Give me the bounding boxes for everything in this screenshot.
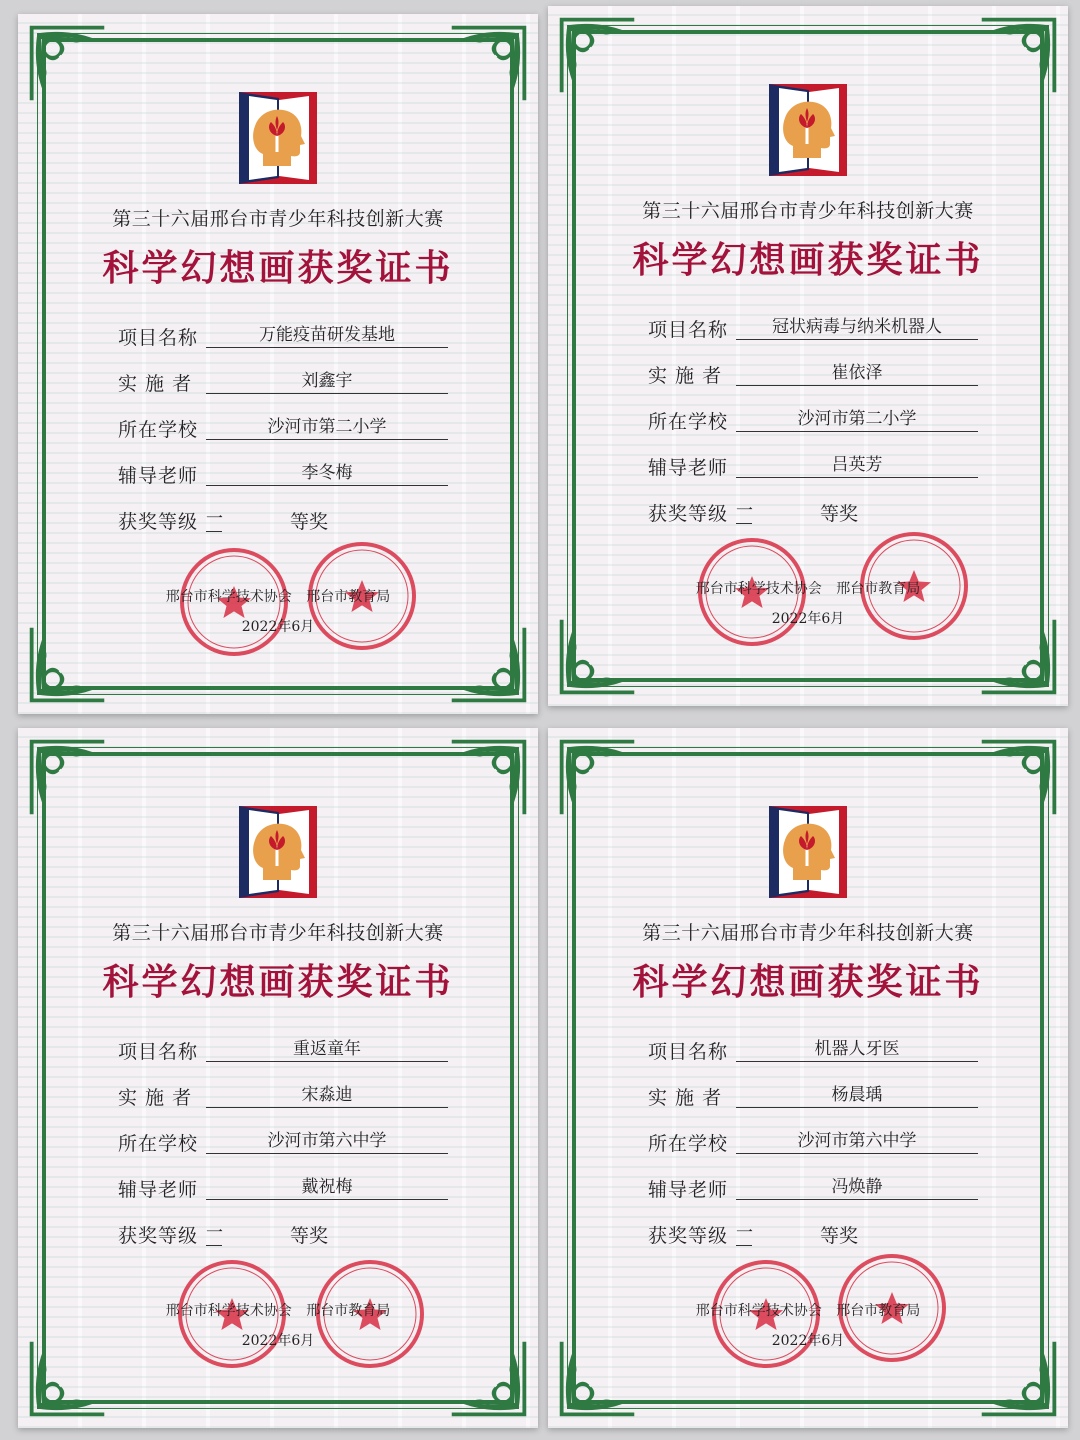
grade-suffix: 等奖 [820,1225,859,1247]
issue-date: 2022年6月 [771,611,845,627]
underline [736,1199,978,1200]
issue-date: 2022年6月 [241,619,315,635]
school-row [118,414,448,444]
certificate-title: 科学幻想画获奖证书 [632,239,984,281]
teacher-value: 李冬梅 [301,463,353,483]
grade-suffix: 等奖 [290,1225,329,1247]
underline [736,1245,752,1246]
certificate-card [18,728,538,1428]
school-label: 所在学校 [118,1133,199,1155]
floral-corner-icon [554,12,640,98]
certificate-title: 科学幻想画获奖证书 [102,247,454,289]
school-value: 沙河市第六中学 [797,1131,917,1151]
teacher-row [118,460,448,490]
underline [206,439,448,440]
grade-suffix: 等奖 [290,511,329,533]
teacher-value: 冯焕静 [831,1177,883,1197]
floral-corner-icon [24,20,110,106]
author-value: 崔依泽 [831,363,883,383]
contest-name: 第三十六届邢台市青少年科技创新大赛 [112,922,444,944]
underline [736,1061,978,1062]
contest-logo-icon [769,806,847,898]
floral-corner-icon [976,12,1062,98]
issue-date: 2022年6月 [241,1333,315,1349]
project-row [648,1036,978,1066]
underline [206,1153,448,1154]
teacher-row [648,452,978,482]
author-value: 刘鑫宇 [301,371,353,391]
issuing-organizations: 邢台市科学技术协会 邢台市教育局 [165,1303,391,1319]
school-row [648,1128,978,1158]
certificate-card [18,14,538,714]
contest-name: 第三十六届邢台市青少年科技创新大赛 [112,208,444,230]
contest-name: 第三十六届邢台市青少年科技创新大赛 [642,200,974,222]
school-label: 所在学校 [648,1133,729,1155]
teacher-label: 辅导老师 [648,1179,729,1201]
project-row [648,314,978,344]
floral-corner-icon [24,734,110,820]
floral-corner-icon [976,734,1062,820]
author-value: 杨晨瑀 [831,1085,883,1105]
contest-logo-icon [239,92,317,184]
project-value: 万能疫苗研发基地 [259,325,395,345]
project-row [118,1036,448,1066]
underline [206,347,448,348]
certificate-card [548,728,1068,1428]
grade-value: 一 [206,509,223,529]
grade-value: 一 [736,1223,753,1243]
project-row [118,322,448,352]
author-label: 实 施 者 [118,373,193,395]
grade-label: 获奖等级 [118,511,199,533]
underline [206,1107,448,1108]
contest-logo-icon [239,806,317,898]
grade-value: 一 [206,1223,223,1243]
project-value: 重返童年 [293,1039,361,1059]
school-label: 所在学校 [118,419,199,441]
project-value: 冠状病毒与纳米机器人 [772,317,942,337]
grade-label: 获奖等级 [648,1225,729,1247]
underline [736,431,978,432]
author-label: 实 施 者 [648,365,723,387]
underline [206,531,222,532]
underline [736,523,752,524]
certificate-card [548,6,1068,706]
underline [206,1061,448,1062]
floral-corner-icon [446,20,532,106]
school-row [648,406,978,436]
grade-row [118,506,448,536]
teacher-value: 戴祝梅 [301,1177,353,1197]
issuing-organizations: 邢台市科学技术协会 邢台市教育局 [695,581,921,597]
author-row [648,1082,978,1112]
project-value: 机器人牙医 [814,1039,900,1059]
underline [206,1199,448,1200]
author-row [118,1082,448,1112]
grade-label: 获奖等级 [648,503,729,525]
grade-value: 一 [736,501,753,521]
school-value: 沙河市第二小学 [797,409,917,429]
school-label: 所在学校 [648,411,729,433]
certificate-title: 科学幻想画获奖证书 [632,961,984,1003]
teacher-row [648,1174,978,1204]
grade-suffix: 等奖 [820,503,859,525]
teacher-label: 辅导老师 [118,1179,199,1201]
contest-name: 第三十六届邢台市青少年科技创新大赛 [642,922,974,944]
underline [736,385,978,386]
school-value: 沙河市第六中学 [267,1131,387,1151]
teacher-row [118,1174,448,1204]
teacher-value: 吕英芳 [831,455,883,475]
school-row [118,1128,448,1158]
grade-row [118,1220,448,1250]
project-label: 项目名称 [648,319,729,341]
issuing-organizations: 邢台市科学技术协会 邢台市教育局 [695,1303,921,1319]
issue-date: 2022年6月 [771,1333,845,1349]
author-row [648,360,978,390]
underline [736,477,978,478]
underline [736,1107,978,1108]
grade-row [648,1220,978,1250]
underline [206,393,448,394]
grade-row [648,498,978,528]
underline [736,1153,978,1154]
project-label: 项目名称 [118,327,199,349]
underline [206,1245,222,1246]
certificate-title: 科学幻想画获奖证书 [102,961,454,1003]
underline [736,339,978,340]
contest-logo-icon [769,84,847,176]
author-value: 宋淼迪 [301,1085,353,1105]
author-label: 实 施 者 [648,1087,723,1109]
project-label: 项目名称 [118,1041,199,1063]
teacher-label: 辅导老师 [648,457,729,479]
author-row [118,368,448,398]
floral-corner-icon [554,734,640,820]
project-label: 项目名称 [648,1041,729,1063]
issuing-organizations: 邢台市科学技术协会 邢台市教育局 [165,589,391,605]
author-label: 实 施 者 [118,1087,193,1109]
school-value: 沙河市第二小学 [267,417,387,437]
teacher-label: 辅导老师 [118,465,199,487]
underline [206,485,448,486]
grade-label: 获奖等级 [118,1225,199,1247]
floral-corner-icon [446,734,532,820]
